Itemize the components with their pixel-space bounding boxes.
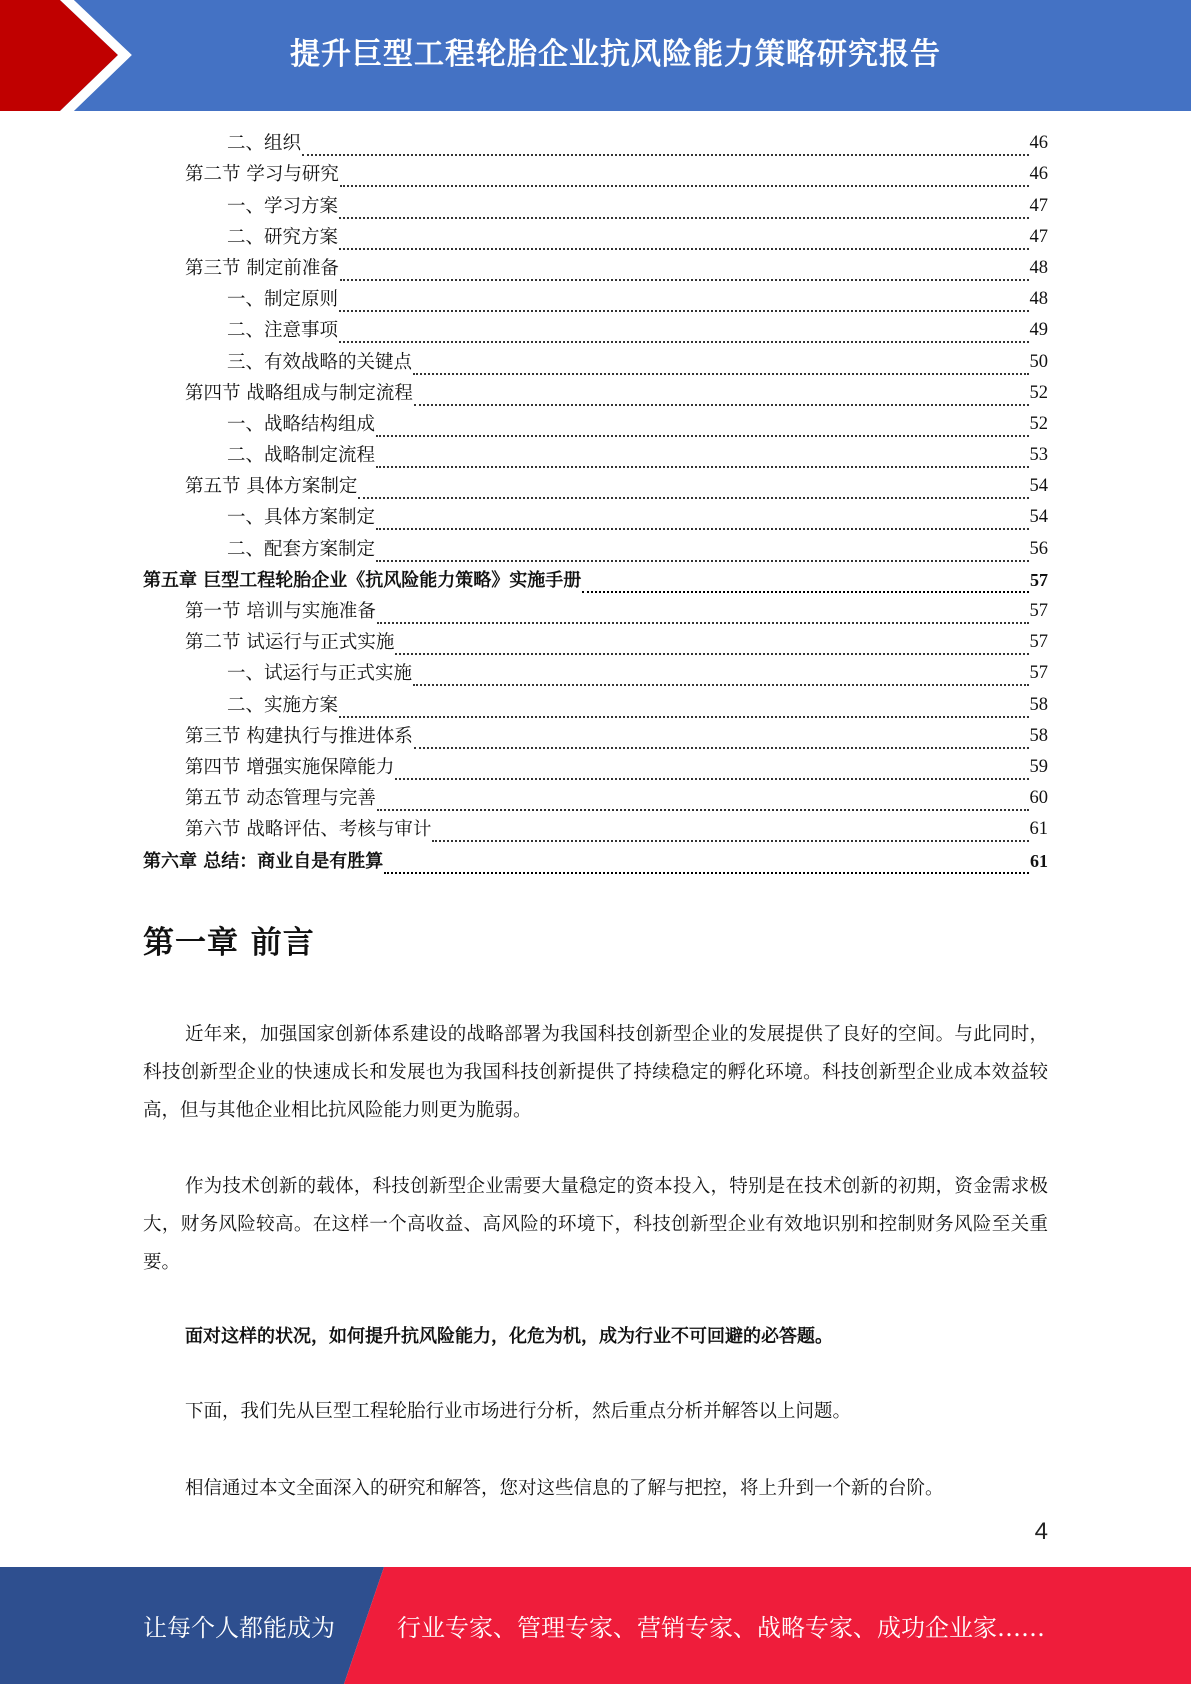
toc-entry-title: 一、制定原则 xyxy=(227,289,339,311)
toc-page-number: 48 xyxy=(1029,289,1048,310)
intro-paragraph-2: 作为技术创新的载体，科技创新型企业需要大量稳定的资本投入，特别是在技术创新的初期，资金需求极大，财务风险较高。在这样一个高收益、高风险的环境下，科技创新型企业有效地识别和控制财务风险至关重要。 xyxy=(143,1176,1048,1273)
toc-page-number: 53 xyxy=(1029,445,1048,466)
toc-page-number: 57 xyxy=(1030,569,1048,590)
toc-subsection-entry[interactable] xyxy=(143,190,1048,221)
toc-page-number: 47 xyxy=(1029,226,1048,247)
toc-section-entry[interactable] xyxy=(143,783,1048,814)
toc-subsection-entry[interactable] xyxy=(143,222,1048,253)
toc-section-entry[interactable] xyxy=(143,159,1048,190)
toc-subsection-entry[interactable] xyxy=(143,409,1048,440)
toc-page-number: 57 xyxy=(1029,663,1048,684)
toc-page-number: 49 xyxy=(1029,320,1048,341)
toc-page-number: 47 xyxy=(1029,195,1048,216)
toc-section-entry[interactable] xyxy=(143,378,1048,409)
toc-entry-title: 第四节 增强实施保障能力 xyxy=(185,756,395,778)
toc-entry-title: 第五节 具体方案制定 xyxy=(185,476,358,498)
toc-dot-leader xyxy=(358,477,1028,502)
toc-page-number: 60 xyxy=(1029,788,1048,809)
toc-entry-title: 第二节 学习与研究 xyxy=(185,164,339,186)
toc-subsection-entry[interactable] xyxy=(143,440,1048,471)
toc-page-number: 56 xyxy=(1029,538,1048,559)
toc-section-entry[interactable] xyxy=(143,721,1048,752)
toc-dot-leader xyxy=(339,197,1028,222)
toc-section-entry[interactable] xyxy=(143,814,1048,845)
chapter-title: 第一章 前言 xyxy=(143,925,315,961)
toc-chapter-entry[interactable] xyxy=(143,845,1048,876)
page-number: 4 xyxy=(1034,1518,1048,1545)
toc-dot-leader xyxy=(376,446,1028,471)
toc-section-entry[interactable] xyxy=(143,752,1048,783)
intro-paragraph-5: 相信通过本文全面深入的研究和解答，您对这些信息的了解与把控，将上升到一个新的台阶。 xyxy=(185,1478,944,1499)
header-title: 提升巨型工程轮胎企业抗风险能力策略研究报告 xyxy=(290,36,941,72)
toc-dot-leader xyxy=(339,228,1028,253)
toc-subsection-entry[interactable] xyxy=(143,284,1048,315)
toc-entry-title: 第四节 战略组成与制定流程 xyxy=(185,382,413,404)
toc-entry-title: 第三节 构建执行与推进体系 xyxy=(185,725,413,747)
toc-subsection-entry[interactable] xyxy=(143,346,1048,377)
page-footer xyxy=(0,1567,1191,1684)
toc-subsection-entry[interactable] xyxy=(143,128,1048,159)
toc-page-number: 58 xyxy=(1029,694,1048,715)
toc-page-number: 54 xyxy=(1029,476,1048,497)
toc-entry-title: 第三节 制定前准备 xyxy=(185,257,339,279)
toc-entry-title: 一、试运行与正式实施 xyxy=(227,663,413,685)
toc-page-number: 58 xyxy=(1029,725,1048,746)
toc-entry-title: 二、研究方案 xyxy=(227,226,339,248)
toc-page-number: 52 xyxy=(1029,382,1048,403)
toc-dot-leader xyxy=(582,571,1029,596)
toc-dot-leader xyxy=(384,852,1029,877)
toc-page-number: 46 xyxy=(1029,133,1048,154)
toc-entry-title: 一、战略结构组成 xyxy=(227,413,376,435)
toc-page-number: 48 xyxy=(1029,257,1048,278)
toc-dot-leader xyxy=(413,353,1028,378)
toc-dot-leader xyxy=(377,789,1029,814)
toc-entry-title: 第五节 动态管理与完善 xyxy=(185,788,376,810)
toc-subsection-entry[interactable] xyxy=(143,658,1048,689)
toc-page-number: 57 xyxy=(1029,632,1048,653)
toc-dot-leader xyxy=(414,727,1029,752)
toc-page-number: 61 xyxy=(1029,819,1048,840)
toc-subsection-entry[interactable] xyxy=(143,533,1048,564)
toc-page-number: 52 xyxy=(1029,413,1048,434)
toc-chapter-entry[interactable] xyxy=(143,565,1048,596)
toc-entry-title: 二、战略制定流程 xyxy=(227,445,376,467)
toc-entry-title: 一、学习方案 xyxy=(227,195,339,217)
toc-entry-title: 第六章 总结：商业自是有胜算 xyxy=(143,850,384,872)
toc-page-number: 59 xyxy=(1029,756,1048,777)
toc-dot-leader xyxy=(377,602,1029,627)
toc-entry-title: 二、实施方案 xyxy=(227,694,339,716)
toc-dot-leader xyxy=(376,415,1028,440)
toc-entry-title: 三、有效战略的关键点 xyxy=(227,351,413,373)
toc-dot-leader xyxy=(340,165,1029,190)
page-header xyxy=(0,0,1191,111)
toc-entry-title: 第六节 战略评估、考核与审计 xyxy=(185,819,432,841)
toc-entry-title: 第一节 培训与实施准备 xyxy=(185,601,376,622)
toc-dot-leader xyxy=(376,540,1028,565)
toc-entry-title: 第二节 试运行与正式实施 xyxy=(185,632,395,654)
toc-subsection-entry[interactable] xyxy=(143,689,1048,720)
table-of-contents xyxy=(143,128,1048,877)
toc-entry-title: 一、具体方案制定 xyxy=(227,507,376,529)
header-arrow-decoration xyxy=(0,0,150,111)
toc-entry-title: 二、配套方案制定 xyxy=(227,538,376,560)
toc-page-number: 61 xyxy=(1030,850,1048,871)
toc-entry-title: 二、组织 xyxy=(227,133,302,155)
toc-page-number: 57 xyxy=(1029,601,1048,621)
toc-dot-leader xyxy=(395,633,1028,658)
toc-dot-leader xyxy=(340,259,1029,284)
toc-dot-leader xyxy=(339,321,1028,346)
toc-section-entry[interactable] xyxy=(143,253,1048,284)
toc-entry-title: 二、注意事项 xyxy=(227,320,339,342)
toc-page-number: 46 xyxy=(1029,164,1048,185)
toc-subsection-entry[interactable] xyxy=(143,315,1048,346)
toc-page-number: 54 xyxy=(1029,507,1048,528)
toc-page-number: 50 xyxy=(1029,351,1048,372)
toc-dot-leader xyxy=(339,696,1028,721)
toc-dot-leader xyxy=(413,664,1028,689)
toc-entry-title: 第五章 巨型工程轮胎企业《抗风险能力策略》实施手册 xyxy=(143,569,582,591)
intro-paragraph-1: 近年来，加强国家创新体系建设的战略部署为我国科技创新型企业的发展提供了良好的空间。与此同时，科技创新型企业的快速成长和发展也为我国科技创新提供了持续稳定的孵化环境。科技创新型企业成本效益较高，但与其他企业相比抗风险能力则更为脆弱。 xyxy=(143,1024,1048,1121)
toc-dot-leader xyxy=(339,290,1028,315)
toc-dot-leader xyxy=(414,384,1029,409)
toc-section-entry[interactable] xyxy=(143,596,1048,627)
toc-subsection-entry[interactable] xyxy=(143,502,1048,533)
intro-paragraph-3: 面对这样的状况，如何提升抗风险能力，化危为机，成为行业不可回避的必答题。 xyxy=(185,1326,833,1347)
toc-dot-leader xyxy=(395,758,1028,783)
toc-section-entry[interactable] xyxy=(143,471,1048,502)
toc-dot-leader xyxy=(302,134,1028,159)
footer-slogan-left: 让每个人都能成为 xyxy=(143,1614,335,1642)
toc-dot-leader xyxy=(376,508,1028,533)
intro-paragraph-4: 下面，我们先从巨型工程轮胎行业市场进行分析，然后重点分析并解答以上问题。 xyxy=(185,1401,852,1422)
footer-slogan-right: 行业专家、管理专家、营销专家、战略专家、成功企业家…… xyxy=(397,1614,1045,1642)
toc-section-entry[interactable] xyxy=(143,627,1048,658)
toc-dot-leader xyxy=(432,820,1028,845)
